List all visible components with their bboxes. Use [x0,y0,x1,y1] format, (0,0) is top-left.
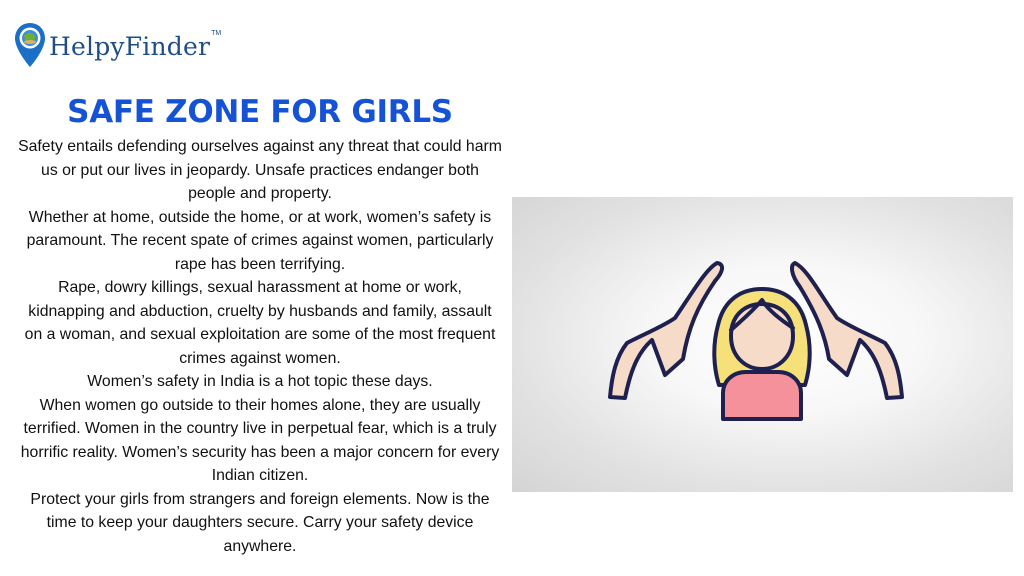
paragraph: Whether at home, outside the home, or at work, women’s safety is paramount. The recent spate of crimes against women, particularly rape has been terrifying. [26,208,494,273]
paragraph: Women’s safety in India is a hot topic these days. [87,373,433,390]
paragraph: Safety entails defending ourselves against any threat that could harm us or put our lives in jeopardy. Unsafe practices endanger both people and property. [18,138,502,202]
paragraph: When women go outside to their homes alone, they are usually terrified. Women in the country live in perpetual fear, which is a truly horrific reality. Women’s security has been a major concern for every Indian citizen. [20,396,500,484]
location-pin-icon [13,22,47,68]
helpyfinder-logo[interactable] [13,22,221,68]
safety-illustration [512,197,1013,492]
protective-hands-around-girl-icon [512,197,1013,492]
trademark-mark: TM [211,29,222,37]
brand-name: HelpyFinder [49,31,211,61]
body-text [18,135,502,558]
paragraph: Protect your girls from strangers and foreign elements. Now is the time to keep your daughters secure. Carry your safety device anywhere. [30,490,490,555]
paragraph: Rape, dowry killings, sexual harassment at home or work, kidnapping and abduction, cruelty by husbands and family, assault on a woman, and sexual exploitation are some of the most frequent crimes against women. [24,279,496,367]
page-title: SAFE ZONE FOR GIRLS [67,94,453,130]
